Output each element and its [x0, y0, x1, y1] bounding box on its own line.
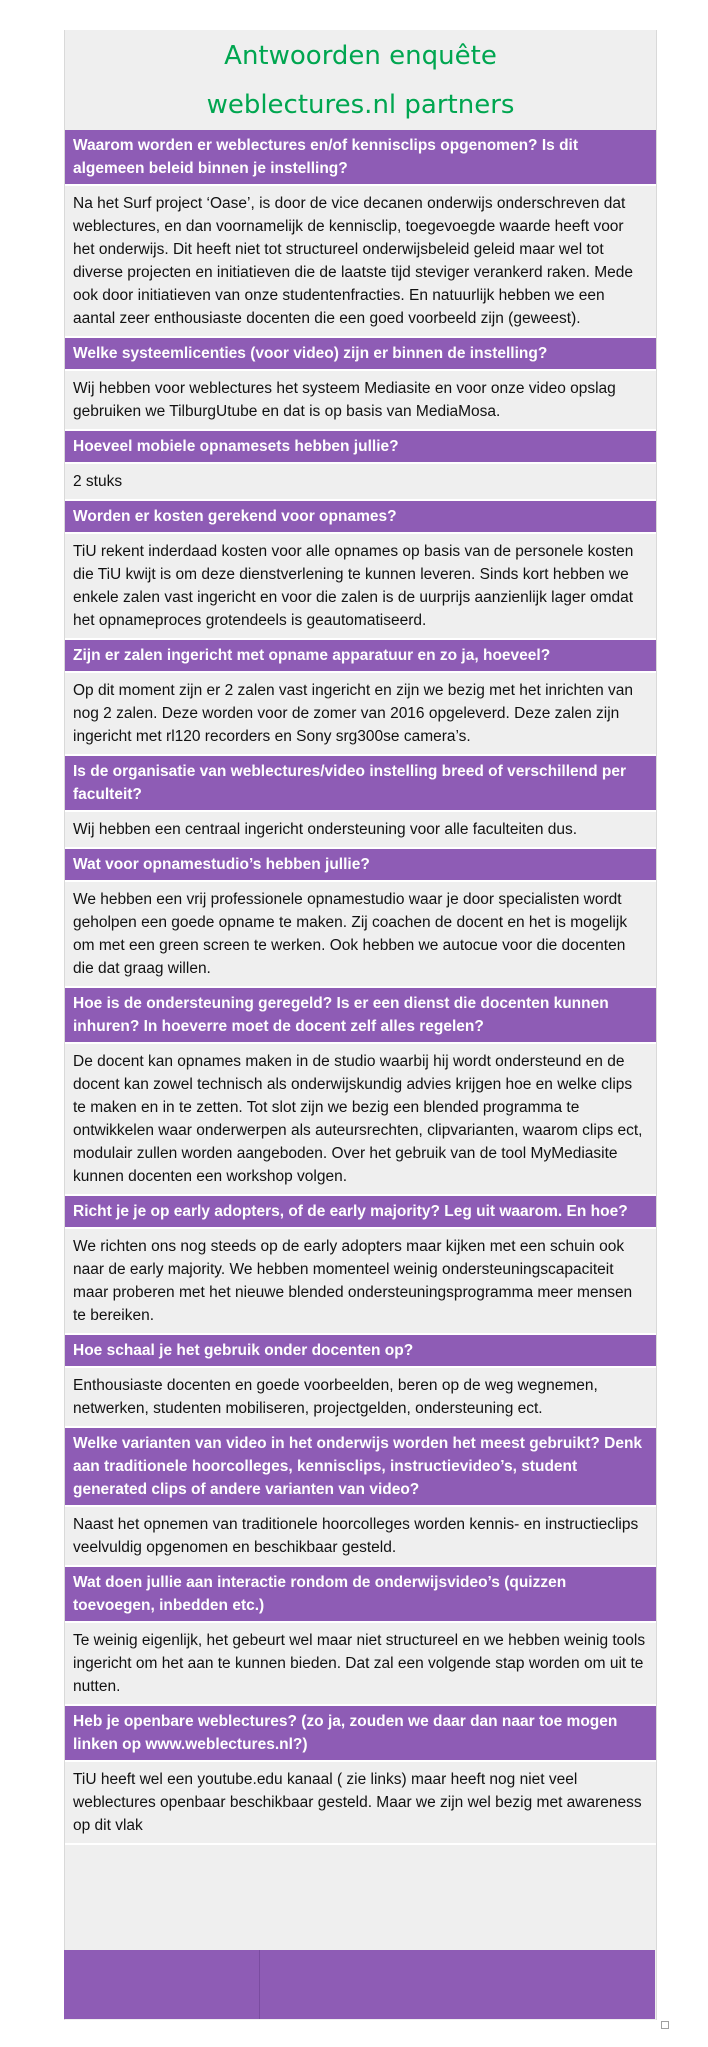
qa-item — [65, 130, 656, 338]
answer-cell: Op dit moment zijn er 2 zalen vast ingericht en zijn we bezig met het inrichten van nog 2 zalen. Deze worden voor de zomer van 2016 opgeleverd. Deze zalen zijn ingericht met rl120 recorders en Sony srg300se camera’s. — [65, 673, 656, 756]
answer-cell: TiU heeft wel een youtube.edu kanaal ( zie links) maar heeft nog niet veel weblectures openbaar beschikbaar gesteld. Maar we zijn wel bezig met awareness op dit vlak — [65, 1762, 656, 1845]
answer-cell: Enthousiaste docenten en goede voorbeelden, beren op de weg wegnemen, netwerken, studenten mobiliseren, projectgelden, ondersteuning ect. — [65, 1368, 656, 1428]
answer-cell: Te weinig eigenlijk, het gebeurt wel maar niet structureel en we hebben weinig tools ingericht om het aan te kunnen bieden. Dat zal een volgende stap worden om uit te nutten. — [65, 1623, 656, 1706]
answer-cell: TiU rekent inderdaad kosten voor alle opnames op basis van de personele kosten die TiU kwijt is om deze dienstverlening te kunnen leveren. Sinds kort hebben we enkele zalen vast ingericht en voor die zalen is de uurprijs aanzienlijk lager omdat het opnameproces grotendeels is geautomatiseerd. — [65, 534, 656, 640]
question-cell: Richt je je op early adopters, of de early majority? Leg uit waarom. En hoe? — [65, 1196, 656, 1229]
answer-cell: We richten ons nog steeds op de early adopters maar kijken met een schuin ook naar de early majority. We hebben momenteel weinig ondersteuningscapaciteit maar proberen met het nieuwe blended ondersteuningsprogramma meer mensen te bereiken. — [65, 1229, 656, 1335]
qa-item — [65, 1196, 656, 1335]
qa-item — [65, 1428, 656, 1567]
qa-item — [65, 988, 656, 1196]
answer-cell: We hebben een vrij professionele opnamestudio waar je door specialisten wordt geholpen een goede opname te maken. Zij coachen de docent en het is mogelijk om met een green screen te werken. Ook hebben we autocue voor die docenten die dat graag willen. — [65, 882, 656, 988]
page-title: Antwoorden enquête — [224, 41, 497, 71]
qa-item — [65, 1706, 656, 1845]
qa-item — [65, 1335, 656, 1428]
question-cell: Waarom worden er weblectures en/of kennisclips opgenomen? Is dit algemeen beleid binnen je instelling? — [65, 130, 656, 186]
answer-cell: Wij hebben voor weblectures het systeem Mediasite en voor onze video opslag gebruiken we TilburgUtube en dat is op basis van MediaMosa. — [65, 371, 656, 431]
answer-cell: De docent kan opnames maken in de studio waarbij hij wordt ondersteund en de docent kan zowel technisch als onderwijskundig advies krijgen hoe en welke clips te maken en in te zetten. Tot slot zijn we bezig een blended programma te ontwikkelen waar onderwerpen als auteursrechten, clipvarianten, waarom clips ect, modulair zullen worden aangeboden. Over het gebruik van de tool MyMediasite kunnen docenten een workshop volgen. — [65, 1044, 656, 1196]
answer-cell: Naast het opnemen van traditionele hoorcolleges worden kennis- en instructieclips veelvuldig opgenomen en beschikbaar gesteld. — [65, 1507, 656, 1567]
question-cell: Welke systeemlicenties (voor video) zijn er binnen de instelling? — [65, 338, 656, 371]
question-cell: Wat doen jullie aan interactie rondom de onderwijsvideo’s (quizzen toevoegen, inbedden etc.) — [65, 1567, 656, 1623]
qa-table — [65, 130, 656, 1845]
question-cell: Hoeveel mobiele opnamesets hebben jullie? — [65, 431, 656, 464]
page-subtitle: weblectures.nl partners — [206, 90, 515, 120]
qa-item — [65, 431, 656, 501]
question-cell: Welke varianten van video in het onderwijs worden het meest gebruikt? Denk aan traditionele hoorcolleges, kennisclips, instructievideo’s, student generated clips of andere varianten van video? — [65, 1428, 656, 1507]
answer-cell: 2 stuks — [65, 464, 656, 501]
qa-item — [65, 756, 656, 849]
qa-item — [65, 501, 656, 640]
question-cell: Is de organisatie van weblectures/video instelling breed of verschillend per faculteit? — [65, 756, 656, 812]
qa-item — [65, 849, 656, 988]
footer-divider — [259, 1950, 260, 2019]
qa-item — [65, 338, 656, 431]
question-cell: Hoe schaal je het gebruik onder docenten op? — [65, 1335, 656, 1368]
question-cell: Worden er kosten gerekend voor opnames? — [65, 501, 656, 534]
footer-bar — [64, 1950, 655, 2019]
question-cell: Heb je openbare weblectures? (zo ja, zouden we daar dan naar toe mogen linken op www.weblectures.nl?) — [65, 1706, 656, 1762]
question-cell: Hoe is de ondersteuning geregeld? Is er een dienst die docenten kunnen inhuren? In hoeverre moet de docent zelf alles regelen? — [65, 988, 656, 1044]
document-page — [64, 30, 657, 2020]
qa-item — [65, 1567, 656, 1706]
answer-cell: Na het Surf project ‘Oase’, is door de vice decanen onderwijs onderschreven dat weblectures, en dan voornamelijk de kennisclip, toegevoegde waarde heeft voor het onderwijs. Dit heeft niet tot structureel onderwijsbeleid geleid maar wel tot diverse projecten en initiatieven die de laatste tijd steviger verankerd raken. Mede ook door initiatieven van onze studentenfracties. En natuurlijk hebben we een aantal zeer enthousiaste docenten die een goed voorbeeld zijn (geweest). — [65, 186, 656, 338]
question-cell: Wat voor opnamestudio’s hebben jullie? — [65, 849, 656, 882]
resize-handle[interactable] — [661, 2021, 669, 2029]
question-cell: Zijn er zalen ingericht met opname apparatuur en zo ja, hoeveel? — [65, 640, 656, 673]
qa-item — [65, 640, 656, 756]
answer-cell: Wij hebben een centraal ingericht ondersteuning voor alle faculteiten dus. — [65, 812, 656, 849]
